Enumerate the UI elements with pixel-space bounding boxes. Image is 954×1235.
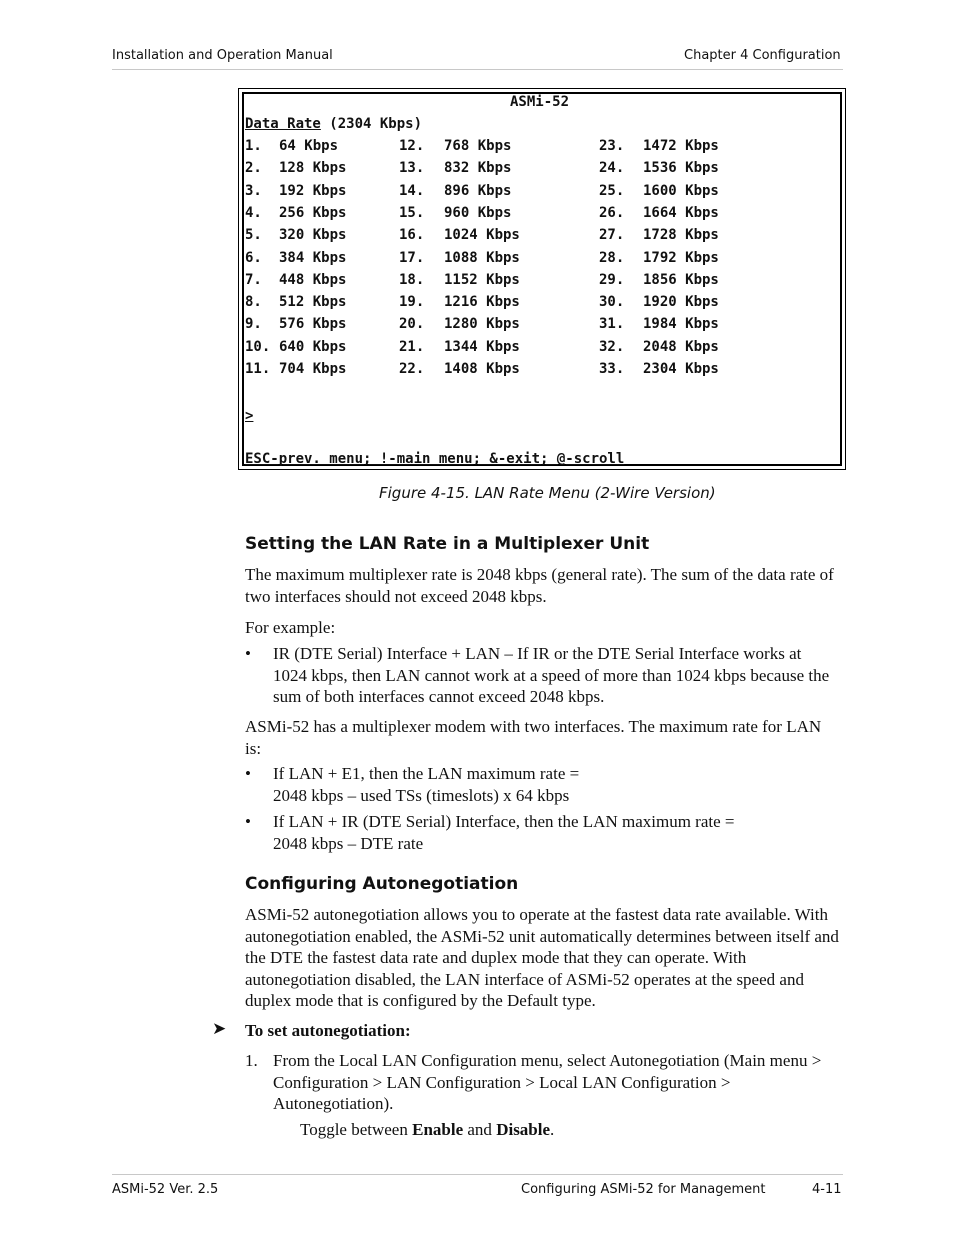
rate-option-number: 24. (599, 160, 625, 177)
rate-option-number: 30. (599, 294, 625, 311)
header-rule (112, 69, 843, 70)
rate-option-value: 384 Kbps (279, 249, 347, 266)
bullet-text: IR (DTE Serial) Interface + LAN – If IR or the DTE Serial Interface works at 1024 kbps, then LAN cannot work at a speed of more than 1024 kbps because the sum of both interfaces cannot exceed 2048 kbps. (273, 644, 830, 706)
rate-option-value: 64 Kbps (279, 138, 339, 154)
paragraph-mux-modem: ASMi-52 has a multiplexer modem with two interfaces. The maximum rate for LAN is: (245, 717, 822, 758)
toggle-and: and (463, 1120, 497, 1139)
rate-option-value: 1920 Kbps (643, 294, 719, 311)
paragraph-autonegotiation: ASMi-52 autonegotiation allows you to operate at the fastest data rate available. With autonegotiation enabled, the ASMi-52 unit automatically determines between itself and the DTE the fastest data rate and duplex mode that they can operate. With autonegotiation disabled, the LAN interface of ASMi-52 operates at the speed and duplex mode that is configured by the Default type. (245, 905, 839, 1010)
rate-option-value: 1856 Kbps (643, 271, 719, 288)
rate-option-value: 1536 Kbps (643, 160, 719, 177)
figure-caption: Figure 4-15. LAN Rate Menu (2-Wire Version) (379, 484, 716, 502)
paragraph-for-example: For example: (245, 618, 336, 637)
rate-option-value: 1024 Kbps (444, 227, 520, 244)
data-rate-line (245, 116, 422, 132)
arrow-right-icon: ➤ (212, 1019, 227, 1039)
rate-option-number: 20. (399, 316, 425, 333)
toggle-prefix: Toggle between (300, 1120, 413, 1139)
rate-option-value: 640 Kbps (279, 338, 347, 355)
rate-option-number: 21. (399, 338, 425, 355)
terminal-prompt[interactable]: > (245, 408, 254, 424)
disable-option: Disable (496, 1120, 551, 1139)
bullet-text-line2: 2048 kbps – DTE rate (273, 833, 424, 853)
rate-option-value: 2304 Kbps (643, 361, 719, 377)
rate-option-value: 1344 Kbps (444, 338, 520, 355)
procedure-title: To set autonegotiation: (245, 1021, 411, 1040)
toggle-instruction (300, 1119, 840, 1141)
rate-option-value: 1216 Kbps (444, 294, 520, 311)
bullet-dot: • (245, 812, 251, 831)
rate-option-number: 10. (245, 338, 271, 355)
rate-option-value: 1792 Kbps (643, 249, 719, 266)
bullet-text-line1: If LAN + IR (DTE Serial) Interface, then the LAN maximum rate = (273, 812, 735, 831)
rate-option-value: 832 Kbps (444, 160, 512, 177)
rate-option-number: 14. (399, 182, 425, 199)
rate-option-value: 1152 Kbps (444, 271, 520, 288)
rate-option-value: 2048 Kbps (643, 338, 719, 355)
rate-option-number: 13. (399, 160, 425, 177)
data-rate-label: Data Rate (245, 116, 321, 132)
running-header-left: Installation and Operation Manual (112, 48, 333, 63)
rate-option-value: 1984 Kbps (643, 316, 719, 333)
rate-option-number: 16. (399, 227, 425, 244)
running-header-right: Chapter 4 Configuration (684, 48, 841, 63)
rate-option-value: 768 Kbps (444, 138, 512, 154)
rate-option-number: 22. (399, 361, 425, 377)
rate-option-number: 2. (245, 160, 262, 177)
footer-center: Configuring ASMi-52 for Management (521, 1182, 766, 1197)
enable-option: Enable (412, 1120, 464, 1139)
bullet-text-line1: If LAN + E1, then the LAN maximum rate = (273, 764, 580, 783)
bullet-dot: • (245, 764, 251, 783)
rate-option-number: 31. (599, 316, 625, 333)
rate-option-value: 128 Kbps (279, 160, 347, 177)
toggle-suffix: . (550, 1120, 555, 1139)
rate-option-number: 32. (599, 338, 625, 355)
rate-option-number: 5. (245, 227, 262, 244)
data-rate-value: (2304 Kbps) (329, 116, 423, 132)
rate-option-number: 1. (245, 138, 262, 154)
terminal-nav-help: ESC-prev. menu; !-main menu; &-exit; @-scroll (245, 451, 625, 467)
rate-option-value: 256 Kbps (279, 204, 347, 221)
rate-option-value: 960 Kbps (444, 204, 512, 221)
rate-option-number: 6. (245, 249, 262, 266)
rate-option-value: 704 Kbps (279, 361, 347, 377)
section-heading-autonegotiation: Configuring Autonegotiation (245, 874, 519, 894)
rate-option-value: 1280 Kbps (444, 316, 520, 333)
section-heading-lan-rate: Setting the LAN Rate in a Multiplexer Unit (245, 534, 650, 554)
rate-option-value: 1472 Kbps (643, 138, 719, 154)
rate-option-value: 576 Kbps (279, 316, 347, 333)
rate-option-number: 15. (399, 204, 425, 221)
rate-option-value: 320 Kbps (279, 227, 347, 244)
rate-option-value: 512 Kbps (279, 294, 347, 311)
footer-rule (112, 1174, 843, 1175)
step-text: From the Local LAN Configuration menu, select Autonegotiation (Main menu > Configuration > LAN Configuration > Local LAN Configuration > Autonegotiation). (273, 1051, 822, 1113)
rate-option-value: 1664 Kbps (643, 204, 719, 221)
paragraph-max-rate: The maximum multiplexer rate is 2048 kbps (general rate). The sum of the data rate of two interfaces should not exceed 2048 kbps. (245, 565, 834, 606)
rate-option-value: 1728 Kbps (643, 227, 719, 244)
rate-option-number: 18. (399, 271, 425, 288)
rate-option-number: 28. (599, 249, 625, 266)
terminal-title: ASMi-52 (510, 94, 570, 110)
rate-option-number: 26. (599, 204, 625, 221)
footer-left: ASMi-52 Ver. 2.5 (112, 1182, 219, 1197)
step-number: 1. (245, 1051, 258, 1070)
rate-option-number: 3. (245, 182, 262, 199)
bullet-dot: • (245, 644, 251, 663)
rate-option-value: 1408 Kbps (444, 361, 520, 377)
bullet-text-line2: 2048 kbps – used TSs (timeslots) x 64 kbps (273, 785, 570, 805)
rate-option-number: 27. (599, 227, 625, 244)
rate-option-number: 11. (245, 361, 271, 377)
rate-option-value: 192 Kbps (279, 182, 347, 199)
rate-option-number: 17. (399, 249, 425, 266)
rate-option-value: 1600 Kbps (643, 182, 719, 199)
rate-option-number: 12. (399, 138, 425, 154)
rate-option-value: 1088 Kbps (444, 249, 520, 266)
rate-option-number: 29. (599, 271, 625, 288)
rate-option-number: 8. (245, 294, 262, 311)
rate-option-number: 7. (245, 271, 262, 288)
rate-option-number: 23. (599, 138, 625, 154)
rate-option-value: 896 Kbps (444, 182, 512, 199)
rate-option-number: 19. (399, 294, 425, 311)
rate-option-number: 33. (599, 361, 625, 377)
rate-option-value: 448 Kbps (279, 271, 347, 288)
rate-option-number: 9. (245, 316, 262, 333)
rate-option-number: 4. (245, 204, 262, 221)
rate-option-number: 25. (599, 182, 625, 199)
page-number: 4-11 (812, 1182, 842, 1197)
